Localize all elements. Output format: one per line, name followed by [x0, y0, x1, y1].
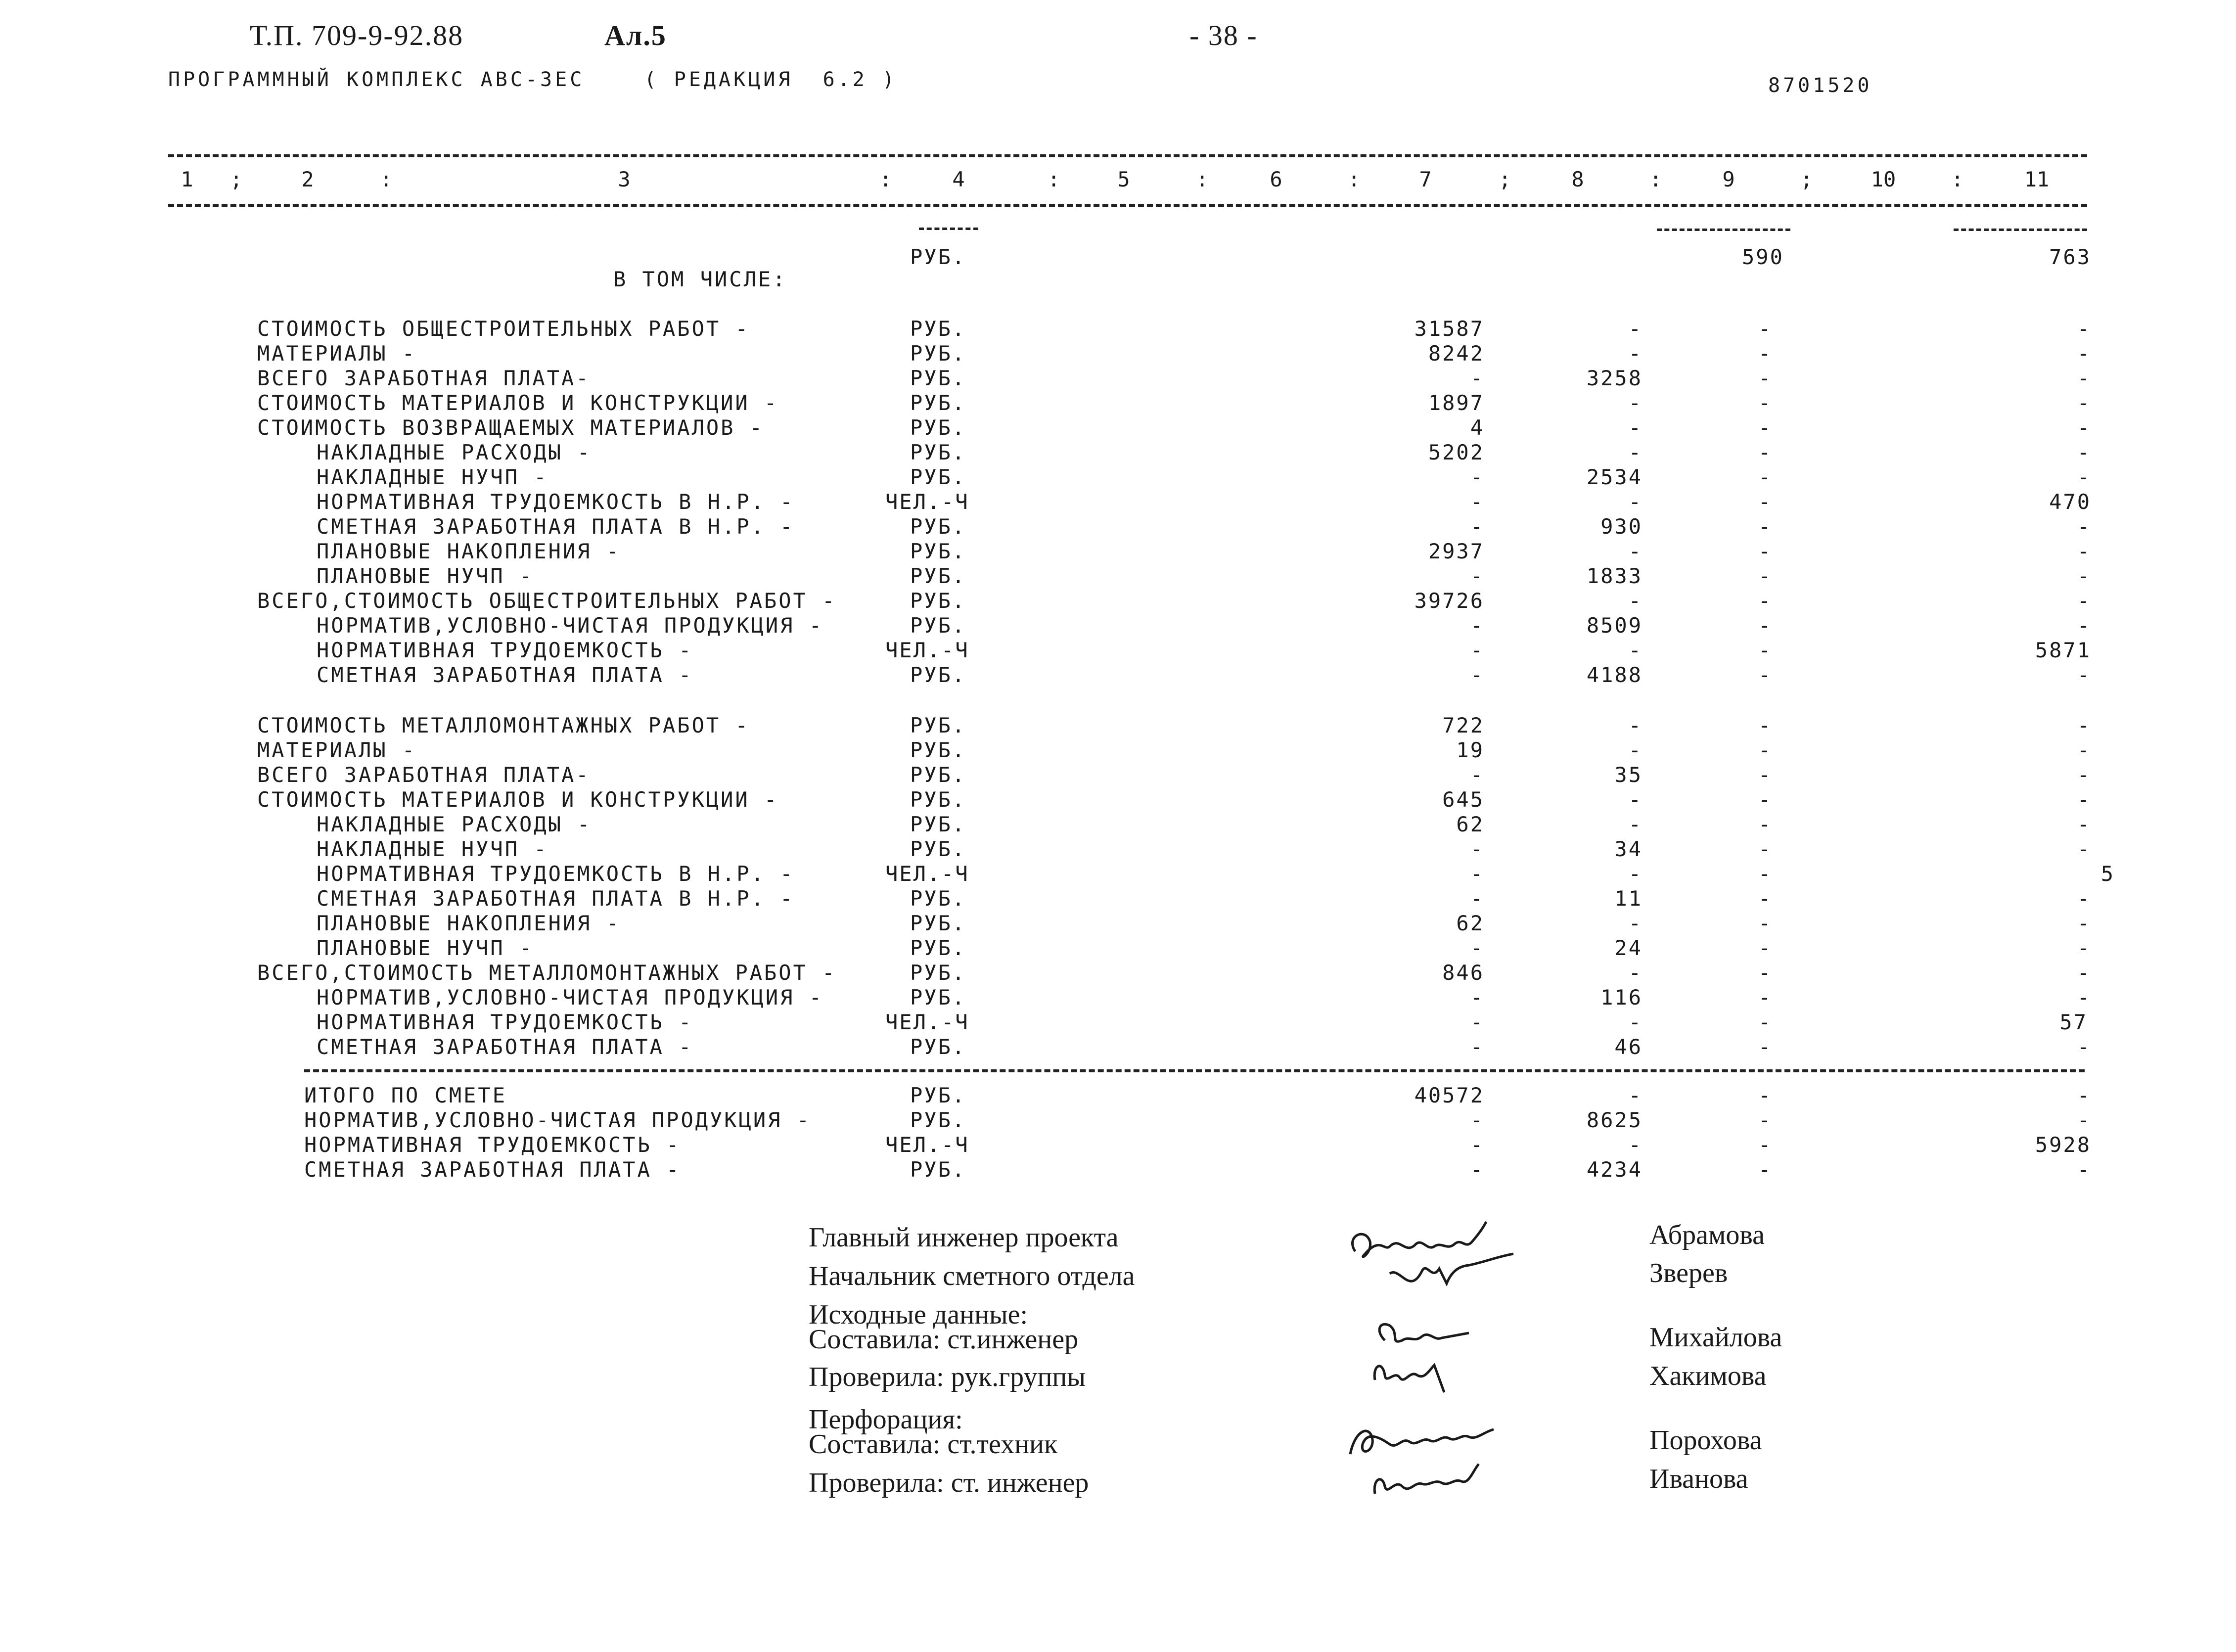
col8-cell: - — [1628, 738, 1643, 762]
col11-cell: 5928 — [2035, 1133, 2091, 1157]
col7-cell: - — [1470, 763, 1484, 787]
unit-cell: РУБ. — [910, 366, 966, 390]
compiled-engineer-role: Составила: ст.инженер — [809, 1324, 1079, 1355]
checked-engineer-name: Иванова — [1649, 1464, 1748, 1494]
table-row — [0, 465, 2236, 490]
col11-cell: - — [2077, 663, 2091, 687]
col9-cell: - — [1758, 539, 1771, 563]
col7-cell: 31587 — [1414, 317, 1484, 341]
table-row — [0, 1108, 2236, 1133]
checked-engineer-role: Проверила: ст. инженер — [809, 1468, 1089, 1498]
column-separator: : — [1196, 167, 1209, 191]
col7-cell: - — [1470, 936, 1484, 960]
table-row — [0, 763, 2236, 787]
col11-cell: - — [2077, 539, 2091, 563]
col7-cell: - — [1470, 1157, 1484, 1182]
column-separator: ; — [1499, 167, 1511, 191]
unit-cell: РУБ. — [910, 1083, 966, 1107]
col8-cell: - — [1628, 787, 1643, 812]
compiled-technician-name: Порохова — [1649, 1425, 1762, 1456]
col7-cell: 62 — [1456, 911, 1484, 935]
row-label: МАТЕРИАЛЫ - — [257, 341, 417, 366]
col9-cell: - — [1758, 812, 1771, 836]
table-row — [0, 490, 2236, 514]
col7-cell: 5202 — [1428, 440, 1484, 464]
table-row — [0, 440, 2236, 465]
unit-cell: РУБ. — [910, 961, 966, 985]
col9-cell: - — [1758, 713, 1771, 737]
row-label: СТОИМОСТЬ МАТЕРИАЛОВ И КОНСТРУКЦИИ - — [257, 787, 779, 812]
row-label: НАКЛАДНЫЕ РАСХОДЫ - — [317, 440, 592, 464]
handwritten-signature-icon — [1355, 1306, 1513, 1410]
table-row — [0, 936, 2236, 961]
col11-cell: - — [2077, 886, 2091, 911]
col9-cell: - — [1758, 341, 1771, 366]
row-label: НОРМАТИВ,УСЛОВНО-ЧИСТАЯ ПРОДУКЦИЯ - — [317, 985, 824, 1010]
col9-total: 590 — [1742, 245, 1784, 269]
col8-cell: 24 — [1614, 936, 1643, 960]
col9-cell: - — [1758, 366, 1771, 390]
table-row — [0, 911, 2236, 936]
column-number: 2 — [301, 167, 314, 191]
col11-cell: - — [2077, 713, 2091, 737]
column-separator: : — [1649, 167, 1662, 191]
col7-cell: - — [1470, 862, 1484, 886]
row-label: ПЛАНОВЫЕ НАКОПЛЕНИЯ - — [317, 539, 621, 563]
unit-cell: РУБ. — [910, 1157, 966, 1182]
col11-cell: 5 — [2100, 862, 2115, 886]
table-row — [0, 539, 2236, 564]
including-row — [0, 267, 2236, 292]
col11-cell: - — [2077, 961, 2091, 985]
column-number: 5 — [1117, 167, 1130, 191]
col9-rule — [1657, 229, 1790, 231]
unit-cell: ЧЕЛ.-Ч — [885, 1010, 969, 1034]
column-number: 3 — [618, 167, 631, 191]
col8-cell: 34 — [1614, 837, 1643, 861]
col9-cell: - — [1758, 663, 1771, 687]
unit-cell: РУБ. — [910, 787, 966, 812]
col9-cell: - — [1758, 564, 1771, 588]
document-number: 8701520 — [1768, 74, 1872, 97]
unit-cell: ЧЕЛ.-Ч — [885, 638, 969, 662]
unit-cell: РУБ. — [910, 985, 966, 1010]
col9-cell: - — [1758, 837, 1771, 861]
table-row — [0, 787, 2236, 812]
col9-cell: - — [1758, 787, 1771, 812]
head-estimates-role: Начальник сметного отдела — [809, 1261, 1135, 1291]
col9-cell: - — [1758, 1157, 1771, 1182]
table-top-rule — [168, 154, 2087, 157]
col7-cell: - — [1470, 1010, 1484, 1034]
col7-cell: - — [1470, 663, 1484, 687]
col8-cell: - — [1628, 589, 1643, 613]
col8-cell: 8509 — [1586, 613, 1643, 638]
table-row — [0, 713, 2236, 738]
unit-cell: РУБ. — [910, 886, 966, 911]
col8-cell: - — [1628, 961, 1643, 985]
col8-cell: - — [1628, 391, 1643, 415]
col8-cell: 46 — [1614, 1035, 1643, 1059]
col7-cell: 40572 — [1414, 1083, 1484, 1107]
col9-cell: - — [1758, 440, 1771, 464]
compiled-engineer-name: Михайлова — [1649, 1322, 1782, 1353]
col8-cell: 8625 — [1586, 1108, 1643, 1132]
row-label: НОРМАТИВНАЯ ТРУДОЕМКОСТЬ - — [317, 638, 693, 662]
col11-cell: - — [2077, 738, 2091, 762]
column-number: 8 — [1571, 167, 1584, 191]
col9-cell: - — [1758, 911, 1771, 935]
row-label: НАКЛАДНЫЕ НУЧП - — [317, 465, 548, 489]
row-label: НАКЛАДНЫЕ РАСХОДЫ - — [317, 812, 592, 836]
row-label: ПЛАНОВЫЕ НУЧП - — [317, 936, 534, 960]
col9-cell: - — [1758, 961, 1771, 985]
col8-cell: - — [1628, 317, 1643, 341]
col9-cell: - — [1758, 317, 1771, 341]
col7-cell: - — [1470, 490, 1484, 514]
unit-cell: РУБ. — [910, 763, 966, 787]
col7-cell: - — [1470, 886, 1484, 911]
row-label: НАКЛАДНЫЕ НУЧП - — [317, 837, 548, 861]
row-label: СМЕТНАЯ ЗАРАБОТНАЯ ПЛАТА В Н.Р. - — [317, 514, 795, 539]
unit-cell: ЧЕЛ.-Ч — [885, 1133, 969, 1157]
col11-cell: 470 — [2049, 490, 2091, 514]
col7-cell: - — [1470, 465, 1484, 489]
column-number: 10 — [1871, 167, 1896, 191]
row-label: СТОИМОСТЬ ВОЗВРАЩАЕМЫХ МАТЕРИАЛОВ - — [257, 415, 765, 440]
row-label: НОРМАТИВ,УСЛОВНО-ЧИСТАЯ ПРОДУКЦИЯ - — [317, 613, 824, 638]
col9-cell: - — [1758, 613, 1771, 638]
col11-cell: - — [2077, 1083, 2091, 1107]
col9-cell: - — [1758, 514, 1771, 539]
col8-cell: - — [1628, 812, 1643, 836]
page-number: - 38 - — [1189, 19, 1258, 51]
table-row — [0, 613, 2236, 638]
col8-cell: - — [1628, 638, 1643, 662]
head-estimates-name: Зверев — [1649, 1258, 1728, 1288]
col11-cell: - — [2077, 1157, 2091, 1182]
table-row — [0, 317, 2236, 341]
row-label: МАТЕРИАЛЫ - — [257, 738, 417, 762]
table-row — [0, 1083, 2236, 1108]
col11-cell: - — [2077, 812, 2091, 836]
col11-cell: - — [2077, 465, 2091, 489]
col11-cell: - — [2077, 763, 2091, 787]
table-row — [0, 738, 2236, 763]
table-row — [0, 638, 2236, 663]
table-row — [0, 366, 2236, 391]
grand-total-rule — [304, 1069, 2085, 1072]
col9-cell: - — [1758, 415, 1771, 440]
unit-cell: РУБ. — [910, 936, 966, 960]
column-number: 7 — [1419, 167, 1432, 191]
table-row — [0, 663, 2236, 688]
col11-cell: - — [2077, 911, 2091, 935]
table-row — [0, 1035, 2236, 1059]
col11-cell: - — [2077, 415, 2091, 440]
row-label: НОРМАТИВНАЯ ТРУДОЕМКОСТЬ - — [304, 1133, 681, 1157]
col7-cell: 645 — [1442, 787, 1484, 812]
including-label: В ТОМ ЧИСЛЕ: — [613, 267, 787, 291]
col11-rule — [1954, 229, 2087, 231]
unit-cell: РУБ. — [910, 589, 966, 613]
document-code: Т.П. 709-9-92.88 — [250, 19, 464, 51]
col11-cell: - — [2077, 514, 2091, 539]
col11-cell: 5871 — [2035, 638, 2091, 662]
row-label: СТОИМОСТЬ ОБЩЕСТРОИТЕЛЬНЫХ РАБОТ - — [257, 317, 750, 341]
col11-cell: - — [2077, 936, 2091, 960]
handwritten-signature-icon — [1335, 1207, 1543, 1306]
unit-cell: РУБ. — [910, 465, 966, 489]
table-row — [0, 391, 2236, 415]
unit-cell: РУБ. — [910, 245, 966, 269]
column-separator: ; — [230, 167, 243, 191]
unit-cell: РУБ. — [910, 911, 966, 935]
table-row — [0, 1133, 2236, 1157]
col8-cell: 4234 — [1586, 1157, 1643, 1182]
unit-cell: РУБ. — [910, 539, 966, 563]
table-row — [0, 862, 2236, 886]
column-separator: : — [1348, 167, 1361, 191]
col11-cell: 57 — [2059, 1010, 2088, 1034]
table-row — [0, 415, 2236, 440]
col11-cell: - — [2077, 317, 2091, 341]
col7-cell: 846 — [1442, 961, 1484, 985]
row-label: СТОИМОСТЬ МЕТАЛЛОМОНТАЖНЫХ РАБОТ - — [257, 713, 750, 737]
table-row — [0, 812, 2236, 837]
col7-cell: - — [1470, 564, 1484, 588]
col9-cell: - — [1758, 862, 1771, 886]
unit-rule — [919, 228, 978, 230]
checked-lead-role: Проверила: рук.группы — [809, 1362, 1086, 1392]
unit-cell: ЧЕЛ.-Ч — [885, 862, 969, 886]
column-number: 11 — [2024, 167, 2050, 191]
column-separator: : — [1048, 167, 1060, 191]
col7-cell: - — [1470, 638, 1484, 662]
row-label: ИТОГО ПО СМЕТЕ — [304, 1083, 507, 1107]
col7-cell: 8242 — [1428, 341, 1484, 366]
col9-cell: - — [1758, 763, 1771, 787]
column-number: 1 — [181, 167, 193, 191]
perforation-heading: Перфорация: — [809, 1404, 963, 1435]
col9-cell: - — [1758, 391, 1771, 415]
unit-cell: РУБ. — [910, 738, 966, 762]
table-row — [0, 961, 2236, 985]
col7-cell: 4 — [1470, 415, 1484, 440]
row-label: ПЛАНОВЫЕ НУЧП - — [317, 564, 534, 588]
column-separator: : — [1951, 167, 1964, 191]
col11-cell: - — [2077, 366, 2091, 390]
unit-cell: РУБ. — [910, 1108, 966, 1132]
col8-cell: - — [1628, 862, 1643, 886]
unit-cell: ЧЕЛ.-Ч — [885, 490, 969, 514]
row-label: СМЕТНАЯ ЗАРАБОТНАЯ ПЛАТА - — [304, 1157, 681, 1182]
col8-cell: 116 — [1600, 985, 1643, 1010]
source-data-heading: Исходные данные: — [809, 1299, 1028, 1330]
row-label: СМЕТНАЯ ЗАРАБОТНАЯ ПЛАТА - — [317, 1035, 693, 1059]
header-bottom-rule — [168, 204, 2087, 207]
col9-cell: - — [1758, 465, 1771, 489]
column-separator: : — [879, 167, 892, 191]
col8-cell: - — [1628, 415, 1643, 440]
table-row — [0, 1157, 2236, 1182]
row-label: ВСЕГО ЗАРАБОТНАЯ ПЛАТА- — [257, 366, 591, 390]
checked-lead-name: Хакимова — [1649, 1361, 1767, 1391]
totals-row — [0, 245, 2236, 270]
col8-cell: 11 — [1614, 886, 1643, 911]
col11-cell: - — [2077, 1035, 2091, 1059]
col9-cell: - — [1758, 638, 1771, 662]
col9-cell: - — [1758, 738, 1771, 762]
col8-cell: - — [1628, 911, 1643, 935]
unit-cell: РУБ. — [910, 613, 966, 638]
col11-cell: - — [2077, 613, 2091, 638]
col8-cell: - — [1628, 713, 1643, 737]
col11-cell: - — [2077, 341, 2091, 366]
table-row — [0, 514, 2236, 539]
col7-cell: 19 — [1456, 738, 1484, 762]
row-label: СМЕТНАЯ ЗАРАБОТНАЯ ПЛАТА - — [317, 663, 693, 687]
table-row — [0, 985, 2236, 1010]
chief-engineer-name: Абрамова — [1649, 1220, 1765, 1250]
col9-cell: - — [1758, 886, 1771, 911]
col7-cell: 39726 — [1414, 589, 1484, 613]
unit-cell: РУБ. — [910, 1035, 966, 1059]
unit-cell: РУБ. — [910, 341, 966, 366]
col9-cell: - — [1758, 1083, 1771, 1107]
compiled-technician-role: Составила: ст.техник — [809, 1429, 1058, 1460]
col8-cell: - — [1628, 1133, 1643, 1157]
row-label: СТОИМОСТЬ МАТЕРИАЛОВ И КОНСТРУКЦИИ - — [257, 391, 779, 415]
col11-cell: - — [2077, 440, 2091, 464]
col7-cell: - — [1470, 1133, 1484, 1157]
col7-cell: 2937 — [1428, 539, 1484, 563]
col8-cell: - — [1628, 1010, 1643, 1034]
row-label: НОРМАТИВ,УСЛОВНО-ЧИСТАЯ ПРОДУКЦИЯ - — [304, 1108, 812, 1132]
column-number: 9 — [1722, 167, 1735, 191]
program-title: ПРОГРАММНЫЙ КОМПЛЕКС АВС-3ЕС ( РЕДАКЦИЯ 6.2 ) — [168, 68, 898, 91]
col11-cell: - — [2077, 589, 2091, 613]
col7-cell: 1897 — [1428, 391, 1484, 415]
row-label: НОРМАТИВНАЯ ТРУДОЕМКОСТЬ - — [317, 1010, 693, 1034]
unit-cell: РУБ. — [910, 415, 966, 440]
column-separator: : — [380, 167, 393, 191]
unit-cell: РУБ. — [910, 317, 966, 341]
col8-cell: 1833 — [1586, 564, 1643, 588]
col9-cell: - — [1758, 1108, 1771, 1132]
table-row — [0, 886, 2236, 911]
row-label: НОРМАТИВНАЯ ТРУДОЕМКОСТЬ В Н.Р. - — [317, 490, 795, 514]
col11-cell: - — [2077, 564, 2091, 588]
table-row — [0, 589, 2236, 613]
col7-cell: 722 — [1442, 713, 1484, 737]
col7-cell: - — [1470, 366, 1484, 390]
unit-cell: РУБ. — [910, 713, 966, 737]
table-row — [0, 341, 2236, 366]
column-number: 4 — [952, 167, 965, 191]
col8-cell: - — [1628, 341, 1643, 366]
unit-cell: РУБ. — [910, 391, 966, 415]
col9-cell: - — [1758, 1133, 1771, 1157]
table-row — [0, 1010, 2236, 1035]
col9-cell: - — [1758, 589, 1771, 613]
col11-cell: - — [2077, 1108, 2091, 1132]
col9-cell: - — [1758, 1010, 1771, 1034]
col7-cell: - — [1470, 613, 1484, 638]
row-label: ВСЕГО,СТОИМОСТЬ ОБЩЕСТРОИТЕЛЬНЫХ РАБОТ - — [257, 589, 837, 613]
col8-cell: - — [1628, 490, 1643, 514]
col11-cell: - — [2077, 837, 2091, 861]
col7-cell: - — [1470, 1108, 1484, 1132]
unit-cell: РУБ. — [910, 514, 966, 539]
unit-cell: РУБ. — [910, 440, 966, 464]
col9-cell: - — [1758, 490, 1771, 514]
unit-cell: РУБ. — [910, 837, 966, 861]
table-row — [0, 837, 2236, 862]
unit-cell: РУБ. — [910, 564, 966, 588]
col7-cell: - — [1470, 514, 1484, 539]
col7-cell: - — [1470, 985, 1484, 1010]
row-label: ПЛАНОВЫЕ НАКОПЛЕНИЯ - — [317, 911, 621, 935]
col8-cell: - — [1628, 1083, 1643, 1107]
col8-cell: 4188 — [1586, 663, 1643, 687]
row-label: СМЕТНАЯ ЗАРАБОТНАЯ ПЛАТА В Н.Р. - — [317, 886, 795, 911]
col11-cell: - — [2077, 787, 2091, 812]
row-label: НОРМАТИВНАЯ ТРУДОЕМКОСТЬ В Н.Р. - — [317, 862, 795, 886]
col8-cell: - — [1628, 440, 1643, 464]
col7-cell: 62 — [1456, 812, 1484, 836]
album-number: Ал.5 — [604, 19, 667, 51]
column-number: 6 — [1270, 167, 1282, 191]
unit-cell: РУБ. — [910, 663, 966, 687]
handwritten-signature-icon — [1335, 1410, 1533, 1518]
column-separator: ; — [1800, 167, 1813, 191]
col9-cell: - — [1758, 985, 1771, 1010]
table-row — [0, 564, 2236, 589]
col7-cell: - — [1470, 1035, 1484, 1059]
row-label: ВСЕГО,СТОИМОСТЬ МЕТАЛЛОМОНТАЖНЫХ РАБОТ - — [257, 961, 837, 985]
col11-total: 763 — [2049, 245, 2091, 269]
col11-cell: - — [2077, 985, 2091, 1010]
row-label: ВСЕГО ЗАРАБОТНАЯ ПЛАТА- — [257, 763, 591, 787]
col8-cell: 3258 — [1586, 366, 1643, 390]
col8-cell: 930 — [1600, 514, 1643, 539]
col8-cell: 35 — [1614, 763, 1643, 787]
col8-cell: - — [1628, 539, 1643, 563]
col9-cell: - — [1758, 1035, 1771, 1059]
col7-cell: - — [1470, 837, 1484, 861]
col8-cell: 2534 — [1586, 465, 1643, 489]
chief-engineer-role: Главный инженер проекта — [809, 1222, 1119, 1253]
col9-cell: - — [1758, 936, 1771, 960]
unit-cell: РУБ. — [910, 812, 966, 836]
col11-cell: - — [2077, 391, 2091, 415]
